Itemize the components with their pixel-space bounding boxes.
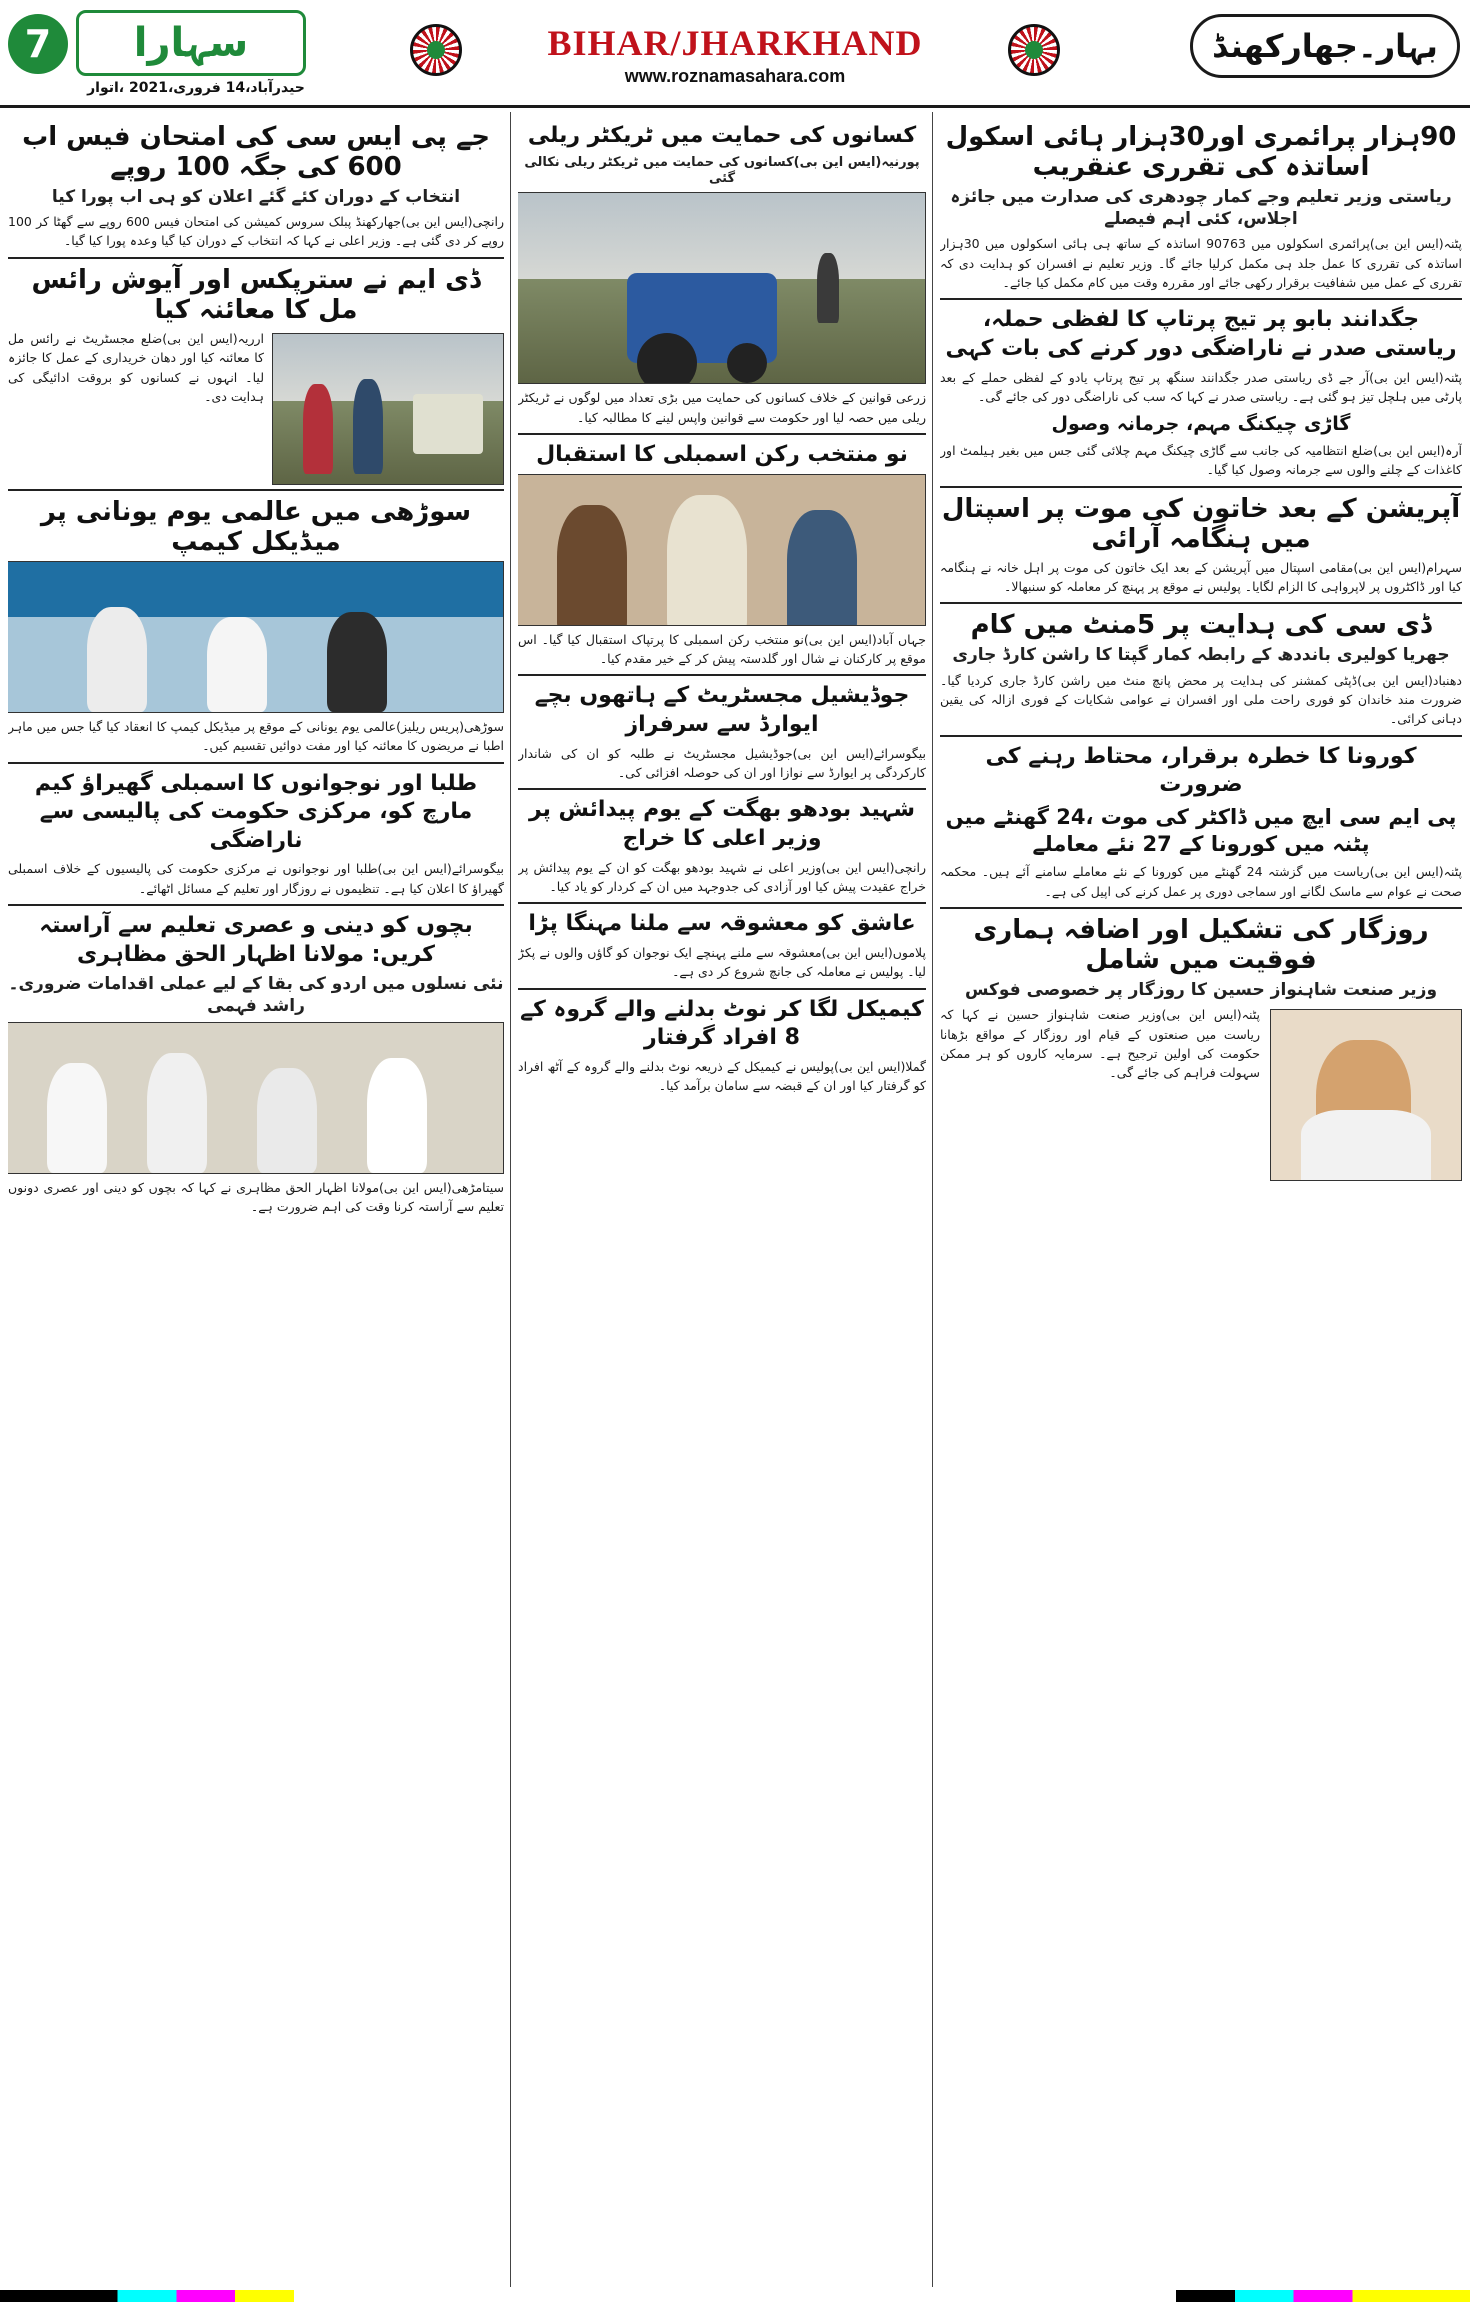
article-body: پٹنہ(ایس این بی)پرائمری اسکولوں میں 90763 اساتذہ کے ساتھ ہی ہائی اسکولوں میں 30ہزار اساتذہ کی تقرری کا عمل جلد ہی مکمل کرلیا جائے گا۔ وزیر تعلیم نے افسران کو ہدایت دی کہ تقرری کے عمل میں شفافیت برقرار رکھی جائے اور مقررہ وقت میں کام مکمل کیا جائے۔ — [940, 236, 1462, 290]
divider — [8, 489, 504, 491]
headline-corona-cases: پی ایم سی ایچ میں ڈاکٹر کی موت ،24 گھنٹے میں پٹنہ میں کورونا کے 27 نئے معاملے — [945, 804, 1457, 857]
subheadline: نئی نسلوں میں اردو کی بقا کے لیے عملی اقدامات ضروری۔ راشد فہمی — [8, 974, 504, 1017]
article-body: پٹنہ(ایس این بی)آر جے ڈی ریاستی صدر جگدانند سنگھ پر تیج پرتاپ یادو کے لفظی حملے کے بعد پارٹی میں ہلچل تیز ہو گئی ہے۔ ریاستی صدر نے کہا کہ سب کی ناراضگی دور کی جائے گی۔ — [940, 369, 1462, 404]
headline-teacher-appointment: 90ہزار پرائمری اور30ہزار ہائی اسکول اساتذہ کی تقرری عنقریب — [945, 122, 1457, 182]
tractor-rally-photo — [518, 192, 926, 384]
headline-unani-camp: سوڑھی میں عالمی یوم یونانی پر میڈیکل کیمپ — [40, 496, 472, 557]
column-divider — [510, 112, 511, 2287]
print-color-bar — [0, 2290, 1470, 2302]
headline-assembly-gherao: طلبا اور نوجوانوں کا اسمبلی گھیراؤ کیم مارچ کو، مرکزی حکومت کی پالیسی سے ناراضگی — [34, 770, 478, 853]
headline-religious-education: بچوں کو دینی و عصری تعلیم سے آراستہ کریں: مولانا اظہار الحق مظاہری — [39, 913, 473, 967]
divider — [518, 988, 926, 990]
subheadline: وزیر صنعت شاہنواز حسین کا روزگار پر خصوصی فوکس — [964, 980, 1438, 1001]
article-body: پلاموں(ایس این بی)معشوقہ سے ملنے پہنچے ایک نوجوان کو گاؤں والوں نے پکڑ لیا۔ پولیس نے معاملہ کی جانچ شروع کر دی ہے۔ — [518, 944, 926, 980]
headline-employment: روزگار کی تشکیل اور اضافہ ہماری فوقیت میں شامل — [973, 915, 1429, 976]
article-body: پٹنہ(ایس این بی)وزیر صنعت شاہنواز حسین نے کہا کہ ریاست میں صنعتوں کے قیام اور روزگار کے مواقع بڑھانا حکومت کی اولین ترجیح ہے۔ سرمایہ کاروں کو ہر ممکن سہولت فراہم کی جائے گی۔ — [940, 1007, 1260, 1081]
subheadline: جھریا کولیری بانددھ کے رابطہ کمار گپتا کا راشن کارڈ جاری — [952, 645, 1450, 666]
article-body: رانچی(ایس این بی)وزیر اعلی نے شہید بودھو بھگت کو ان کے یوم پیدائش پر خراج عقیدت پیش کیا اور آزادی کی جدوجہد میں ان کے کردار کو یاد کیا۔ — [518, 859, 926, 894]
divider — [8, 257, 504, 259]
article-body: دھنباد(ایس این بی)ڈپٹی کمشنر کی ہدایت پر محض پانچ منٹ میں راشن کارڈ جاری کردیا گیا۔ ضرورت مند خاندان کو فوری راحت ملی اور افسران نے عوامی شکایات کے فوری ازالہ کی یقین دہانی کرائی۔ — [940, 672, 1462, 727]
region-title-english: BIHAR/JHARKHAND — [547, 23, 923, 63]
headline-mla-welcome: نو منتخب رکن اسمبلی کا استقبال — [536, 442, 908, 468]
headline-tractor-rally: کسانوں کی حمایت میں ٹریکٹر ریلی — [527, 123, 917, 148]
divider — [940, 298, 1462, 300]
website-url[interactable]: www.roznamasahara.com — [624, 66, 846, 86]
headline-chemical-notes-gang: کیمیکل لگا کر نوٹ بدلنے والے گروہ کے 8 افراد گرفتار — [520, 996, 924, 1051]
headline-dc-ration-card: ڈی سی کی ہدایت پر 5منٹ میں کام — [970, 610, 1432, 641]
divider — [518, 788, 926, 790]
edition-date-line: حیدرآباد،14 فروری،2021 ،اتوار — [87, 80, 305, 96]
unani-camp-photo — [8, 561, 504, 713]
minister-portrait-photo — [1270, 1009, 1462, 1181]
divider — [940, 735, 1462, 737]
headline-dm-rice-mill: ڈی ایم نے سترپکس اور آیوش رائس مل کا معائنہ کیا — [31, 264, 481, 325]
subheadline: پورنیہ(ایس این بی)کسانوں کی حمایت میں ٹریکٹر ریلی نکالی گئی — [524, 154, 920, 187]
column-divider — [932, 112, 933, 2287]
divider — [8, 762, 504, 764]
article-body: رانچی(ایس این بی)جھارکھنڈ پبلک سروس کمیشن کی امتحان فیس 600 روپے سے گھٹا کر 100 روپے کر دی گئی ہے۔ وزیر اعلی نے کہا کہ انتخاب کے دوران کیا گیا وعدہ پورا کیا گیا۔ — [8, 214, 504, 249]
article-body: ارریہ(ایس این بی)ضلع مجسٹریٹ نے رائس مل کا معائنہ کیا اور دھان خریداری کے عمل کا جائزہ لیا۔ انہوں نے کسانوں کو بروقت ادائیگی کی ہدایت دی۔ — [8, 330, 264, 404]
divider — [518, 433, 926, 435]
article-body: بیگوسرائے(ایس این بی)طلبا اور نوجوانوں نے مرکزی حکومت کی پالیسیوں کے خلاف اسمبلی گھیراؤ کا اعلان کیا ہے۔ تنظیموں نے روزگار اور تعلیم کے مسائل اٹھائے۔ — [8, 861, 504, 896]
article-body: سوڑھی(پریس ریلیز)عالمی یوم یونانی کے موقع پر میڈیکل کیمپ کا انعقاد کیا گیا جس میں ماہر اطبا نے مریضوں کا معائنہ کیا اور مفت دوائیں تقسیم کیں۔ — [8, 718, 504, 754]
mla-welcome-photo — [518, 474, 926, 626]
headline-student-award: جوڈیشیل مجسٹریٹ کے ہاتھوں بچے ایوارڈ سے سرفراز — [534, 683, 910, 738]
divider — [518, 902, 926, 904]
divider — [940, 486, 1462, 488]
rice-mill-inspection-photo — [272, 333, 504, 485]
rosette-emblem-icon — [1008, 24, 1060, 76]
article-body: گملا(ایس این بی)پولیس نے کیمیکل کے ذریعہ نوٹ بدلنے والے گروہ کے آٹھ افراد کو گرفتار کیا اور ان کے قبضہ سے سامان برآمد کیا۔ — [518, 1058, 926, 1094]
headline-hospital-protest: آپریشن کے بعد خاتون کی موت پر اسپتال میں ہنگامہ آرائی — [941, 493, 1461, 554]
divider — [940, 602, 1462, 604]
headline-budhu-bhagat: شہید بودھو بھگت کے یوم پیدائش پر وزیر اعلی کا خراج — [528, 797, 916, 851]
education-event-photo — [8, 1022, 504, 1174]
article-body: بیگوسرائے(ایس این بی)جوڈیشیل مجسٹریٹ نے طلبہ کو ان کی شاندار کارکردگی پر ایوارڈ سے نوازا اور ان کی حوصلہ افزائی کی۔ — [518, 745, 926, 781]
region-title-urdu: بہار۔جھارکھنڈ — [1190, 14, 1460, 78]
article-body: سہرام(ایس این بی)مقامی اسپتال میں آپریشن کے بعد ایک خاتون کی موت پر اہل خانہ نے ہنگامہ کیا اور ڈاکٹروں پر لاپرواہی کا الزام لگایا۔ پولیس نے موقع پر پہنچ کر معاملہ کو سنبھالا۔ — [940, 559, 1462, 595]
headline-jagdanand: جگدانند بابو پر تیج پرتاپ کا لفظی حملہ، ریاستی صدر نے ناراضگی دور کرنے کی بات کہی — [945, 307, 1457, 361]
newspaper-logo: سہارا — [76, 10, 306, 76]
article-body: جہاں آباد(ایس این بی)نو منتخب رکن اسمبلی کا پرتپاک استقبال کیا گیا۔ اس موقع پر کارکنان نے شال اور گلدستہ پیش کر کے خیر مقدم کیا۔ — [518, 631, 926, 667]
article-body: سیتامڑھی(ایس این بی)مولانا اظہار الحق مظاہری نے کہا کہ بچوں کو دینی اور عصری دونوں تعلیم سے آراستہ کرنا وقت کی اہم ضرورت ہے۔ — [8, 1179, 504, 1214]
headline-lover-arrest: عاشق کو معشوقہ سے ملنا مہنگا پڑا — [528, 911, 916, 937]
divider — [8, 904, 504, 906]
subheadline: انتخاب کے دوران کئے گئے اعلان کو ہی اب پورا کیا — [51, 187, 461, 207]
page-number-badge: 7 — [8, 14, 68, 74]
article-body: آرہ(ایس این بی)ضلع انتظامیہ کی جانب سے گاڑی چیکنگ مہم چلائی گئی جس میں بغیر ہیلمٹ اور کاغذات کے چلنے والوں سے جرمانہ وصول کیا گیا۔ — [940, 442, 1462, 478]
subheadline: ریاستی وزیر تعلیم وجے کمار چودھری کی صدارت میں جائزہ اجلاس، کئی اہم فیصلے — [950, 187, 1452, 230]
article-body: پٹنہ(ایس این بی)ریاست میں گزشتہ 24 گھنٹے میں کورونا کے نئے معاملے سامنے آئے ہیں۔ محکمہ صحت نے عوام سے ماسک لگانے اور سماجی دوری پر عمل کرنے کی اپیل کی ہے۔ — [940, 864, 1462, 899]
divider — [940, 907, 1462, 909]
rosette-emblem-icon — [410, 24, 462, 76]
column-right — [940, 118, 1462, 2283]
headline-jpsc-fee: جے پی ایس سی کی امتحان فیس اب 600 کی جگہ 100 روپے — [22, 122, 490, 182]
article-body: زرعی قوانین کے خلاف کسانوں کی حمایت میں بڑی تعداد میں لوگوں نے ٹریکٹر ریلی میں حصہ لیا اور حکومت سے قوانین واپس لینے کا مطالبہ کیا۔ — [518, 390, 926, 425]
divider — [518, 674, 926, 676]
column-left — [8, 118, 504, 2283]
column-middle — [518, 118, 926, 2283]
headline-vehicle-check: گاڑی چیکنگ مہم، جرمانہ وصول — [1051, 413, 1351, 436]
headline-corona-risk: کورونا کا خطرہ برقرار، محتاط رہنے کی ضرورت — [985, 743, 1417, 798]
